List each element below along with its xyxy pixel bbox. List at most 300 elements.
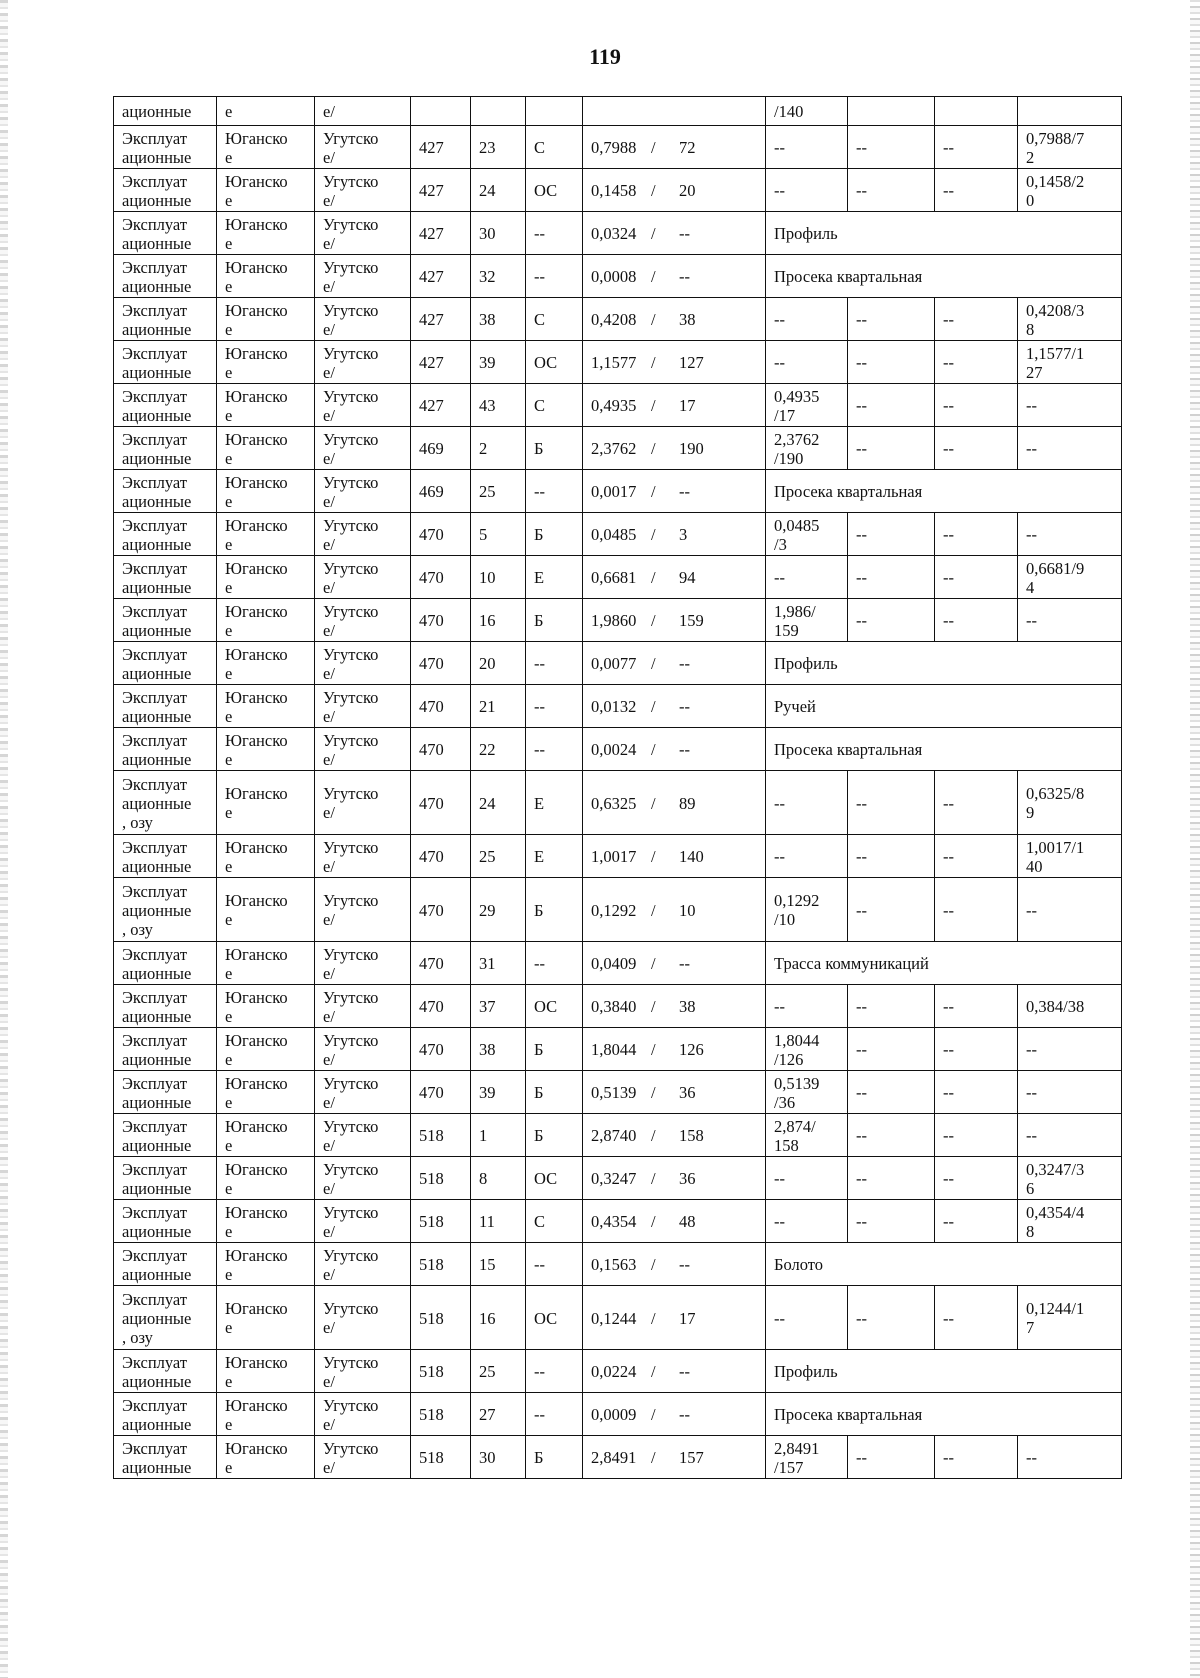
volume-value: -- — [679, 954, 690, 973]
cell-kvartal: 427 — [411, 169, 471, 212]
cell-category: С — [526, 298, 583, 341]
cell-e3: -- — [935, 1028, 1018, 1071]
slash-separator: / — [651, 1040, 656, 1059]
cell-area-volume — [583, 1157, 766, 1200]
cell-e2: -- — [848, 556, 935, 599]
cell-e4: 0,1244/1 7 — [1018, 1286, 1122, 1350]
volume-value: 17 — [679, 1308, 696, 1328]
area-value: 0,6325 — [591, 793, 637, 813]
cell-kvartal: 470 — [411, 556, 471, 599]
table-row — [114, 728, 1122, 771]
page-number: 119 — [589, 44, 621, 69]
cell-kvartal: 470 — [411, 942, 471, 985]
cell-category: Е — [526, 771, 583, 835]
cell-kvartal: 469 — [411, 470, 471, 513]
cell-note: Профиль — [766, 212, 1122, 255]
volume-value: 159 — [679, 611, 704, 630]
slash-separator: / — [651, 611, 656, 630]
cell-area-volume — [583, 427, 766, 470]
cell-purpose: Эксплуат ационные — [114, 427, 217, 470]
cell-area-volume — [583, 384, 766, 427]
cell-area-volume — [583, 835, 766, 878]
cell-district: Угутско е/ — [315, 599, 411, 642]
cell-forestry: Юганско е — [217, 1350, 315, 1393]
cell-kvartal: 470 — [411, 685, 471, 728]
cell-note: Просека квартальная — [766, 1393, 1122, 1436]
area-value: 0,5139 — [591, 1083, 637, 1102]
cell-e3: -- — [935, 556, 1018, 599]
cell-category: Б — [526, 1071, 583, 1114]
volume-value: -- — [679, 740, 690, 759]
cell-e1: -- — [766, 1200, 848, 1243]
area-value: 0,1458 — [591, 181, 637, 200]
volume-value: 3 — [679, 525, 688, 544]
volume-value: -- — [679, 267, 690, 286]
table-row — [114, 556, 1122, 599]
cell-vydel: 15 — [471, 1243, 526, 1286]
area-value: 0,0009 — [591, 1405, 637, 1424]
cell-kvartal: 427 — [411, 341, 471, 384]
cell-e4: -- — [1018, 513, 1122, 556]
slash-separator: / — [651, 1169, 656, 1188]
volume-value: 38 — [679, 997, 696, 1016]
cell-forestry: Юганско е — [217, 513, 315, 556]
cell-purpose: Эксплуат ационные — [114, 1071, 217, 1114]
cell-e4: -- — [1018, 384, 1122, 427]
cell-district: Угутско е/ — [315, 255, 411, 298]
cell-e4: 1,1577/1 27 — [1018, 341, 1122, 384]
cell-kvartal: 469 — [411, 427, 471, 470]
cell-purpose: Эксплуат ационные — [114, 728, 217, 771]
slash-separator: / — [651, 847, 656, 866]
cell-forestry: Юганско е — [217, 212, 315, 255]
area-value: 0,0024 — [591, 740, 637, 759]
cell-e1: 0,4935 /17 — [766, 384, 848, 427]
cell-note: Просека квартальная — [766, 255, 1122, 298]
cell-vydel: 24 — [471, 169, 526, 212]
cell-area-volume — [583, 470, 766, 513]
cell-purpose: Эксплуат ационные — [114, 1436, 217, 1479]
cell-e2: -- — [848, 878, 935, 942]
cell-purpose: Эксплуат ационные — [114, 985, 217, 1028]
cell-kvartal: 427 — [411, 298, 471, 341]
cell-area-volume — [583, 1436, 766, 1479]
cell-forestry: Юганско е — [217, 1028, 315, 1071]
cell-e2: -- — [848, 835, 935, 878]
cell-kvartal: 427 — [411, 255, 471, 298]
slash-separator: / — [651, 793, 656, 813]
cell-vydel: 16 — [471, 1286, 526, 1350]
cell-e1: -- — [766, 126, 848, 169]
slash-separator: / — [651, 224, 656, 243]
cell-forestry: Юганско е — [217, 1200, 315, 1243]
cell-district: Угутско е/ — [315, 1243, 411, 1286]
cell-category: -- — [526, 212, 583, 255]
cell-kvartal: 470 — [411, 835, 471, 878]
table-row — [114, 835, 1122, 878]
table-row — [114, 1157, 1122, 1200]
slash-separator: / — [651, 1448, 656, 1467]
slash-separator: / — [651, 900, 656, 920]
cell-category: Б — [526, 513, 583, 556]
cell-district: Угутско е/ — [315, 298, 411, 341]
cell-purpose: Эксплуат ационные — [114, 835, 217, 878]
cell-district: Угутско е/ — [315, 942, 411, 985]
cell-note: Трасса коммуникаций — [766, 942, 1122, 985]
volume-value: -- — [679, 1405, 690, 1424]
cell-category: Е — [526, 556, 583, 599]
cell-category: ОС — [526, 985, 583, 1028]
cell-area-volume — [583, 169, 766, 212]
cell-purpose: Эксплуат ационные — [114, 298, 217, 341]
table-row — [114, 878, 1122, 942]
cell-vydel: 25 — [471, 835, 526, 878]
area-value: 0,0324 — [591, 224, 637, 243]
cell-e1: 2,3762 /190 — [766, 427, 848, 470]
area-value: 2,3762 — [591, 439, 637, 458]
cell-area-volume — [583, 1114, 766, 1157]
table-row-continued — [114, 97, 1122, 126]
cell-forestry: Юганско е — [217, 771, 315, 835]
table-row — [114, 1028, 1122, 1071]
area-value: 0,3840 — [591, 997, 637, 1016]
cell-e1: 2,8491 /157 — [766, 1436, 848, 1479]
cell-district: е/ — [315, 97, 411, 126]
cell-e4: -- — [1018, 1436, 1122, 1479]
table-row — [114, 1243, 1122, 1286]
table-row — [114, 212, 1122, 255]
area-value: 0,4935 — [591, 396, 637, 415]
cell-e1: -- — [766, 1286, 848, 1350]
slash-separator: / — [651, 482, 656, 501]
cell-note: Просека квартальная — [766, 728, 1122, 771]
cell-e3: -- — [935, 878, 1018, 942]
cell-category: Б — [526, 599, 583, 642]
cell-e4: -- — [1018, 599, 1122, 642]
cell-e3: -- — [935, 835, 1018, 878]
cell-e4: -- — [1018, 427, 1122, 470]
cell-purpose: Эксплуат ационные — [114, 1157, 217, 1200]
cell-forestry: Юганско е — [217, 942, 315, 985]
cell-category: ОС — [526, 169, 583, 212]
cell-e1: 0,5139 /36 — [766, 1071, 848, 1114]
table-row — [114, 1114, 1122, 1157]
table-row — [114, 470, 1122, 513]
area-value: 0,7988 — [591, 138, 637, 157]
volume-value: 140 — [679, 847, 704, 866]
cell-e2: -- — [848, 771, 935, 835]
cell-e4: -- — [1018, 1114, 1122, 1157]
scan-edge-right — [1190, 0, 1200, 1678]
cell-purpose: Эксплуат ационные — [114, 169, 217, 212]
cell-e1: /140 — [766, 97, 848, 126]
cell-kvartal: 518 — [411, 1243, 471, 1286]
cell-e1: -- — [766, 556, 848, 599]
table-row — [114, 126, 1122, 169]
cell-category: Б — [526, 1028, 583, 1071]
cell-purpose: Эксплуат ационные — [114, 384, 217, 427]
cell-vydel — [471, 97, 526, 126]
cell-e4: 0,4354/4 8 — [1018, 1200, 1122, 1243]
volume-value: 158 — [679, 1126, 704, 1145]
cell-category: С — [526, 1200, 583, 1243]
cell-category: -- — [526, 728, 583, 771]
cell-e1: 1,986/ 159 — [766, 599, 848, 642]
area-value: 0,1244 — [591, 1308, 637, 1328]
cell-district: Угутско е/ — [315, 1028, 411, 1071]
cell-e2: -- — [848, 126, 935, 169]
cell-e3 — [935, 97, 1018, 126]
cell-vydel: 30 — [471, 1436, 526, 1479]
cell-category: С — [526, 384, 583, 427]
cell-area-volume — [583, 599, 766, 642]
cell-purpose: Эксплуат ационные , озу — [114, 1286, 217, 1350]
area-value: 0,0224 — [591, 1362, 637, 1381]
slash-separator: / — [651, 1126, 656, 1145]
cell-e4: 0,384/38 — [1018, 985, 1122, 1028]
cell-purpose: Эксплуат ационные — [114, 126, 217, 169]
cell-area-volume — [583, 942, 766, 985]
cell-purpose: Эксплуат ационные , озу — [114, 878, 217, 942]
cell-e3: -- — [935, 1114, 1018, 1157]
cell-area-volume — [583, 255, 766, 298]
table-row — [114, 1286, 1122, 1350]
cell-e1: -- — [766, 298, 848, 341]
cell-forestry: Юганско е — [217, 599, 315, 642]
cell-category: -- — [526, 642, 583, 685]
cell-area-volume — [583, 126, 766, 169]
cell-category: ОС — [526, 1286, 583, 1350]
cell-purpose: Эксплуат ационные — [114, 513, 217, 556]
cell-area-volume — [583, 878, 766, 942]
cell-forestry: Юганско е — [217, 1436, 315, 1479]
cell-e2: -- — [848, 1200, 935, 1243]
cell-district: Угутско е/ — [315, 685, 411, 728]
cell-purpose: Эксплуат ационные — [114, 1114, 217, 1157]
cell-category: -- — [526, 1350, 583, 1393]
slash-separator: / — [651, 1255, 656, 1274]
cell-e2: -- — [848, 513, 935, 556]
table-row — [114, 771, 1122, 835]
slash-separator: / — [651, 654, 656, 673]
cell-category: -- — [526, 1393, 583, 1436]
cell-kvartal: 470 — [411, 771, 471, 835]
cell-e4: -- — [1018, 1028, 1122, 1071]
slash-separator: / — [651, 310, 656, 329]
cell-e3: -- — [935, 985, 1018, 1028]
cell-e3: -- — [935, 1286, 1018, 1350]
volume-value: 157 — [679, 1448, 704, 1467]
area-value: 2,8491 — [591, 1448, 637, 1467]
cell-kvartal: 470 — [411, 728, 471, 771]
cell-vydel: 24 — [471, 771, 526, 835]
slash-separator: / — [651, 568, 656, 587]
cell-vydel: 25 — [471, 1350, 526, 1393]
cell-category: -- — [526, 255, 583, 298]
cell-purpose: Эксплуат ационные — [114, 1200, 217, 1243]
cell-kvartal: 427 — [411, 384, 471, 427]
cell-district: Угутско е/ — [315, 1350, 411, 1393]
cell-category: Б — [526, 427, 583, 470]
cell-forestry: Юганско е — [217, 341, 315, 384]
cell-e2: -- — [848, 341, 935, 384]
cell-forestry: Юганско е — [217, 470, 315, 513]
cell-note: Болото — [766, 1243, 1122, 1286]
volume-value: 127 — [679, 353, 704, 372]
cell-forestry: Юганско е — [217, 1243, 315, 1286]
cell-kvartal: 518 — [411, 1200, 471, 1243]
cell-purpose: Эксплуат ационные — [114, 1028, 217, 1071]
cell-vydel: 32 — [471, 255, 526, 298]
table-row — [114, 427, 1122, 470]
forest-plots-table — [113, 96, 1122, 1479]
volume-value: -- — [679, 224, 690, 243]
cell-e4: -- — [1018, 878, 1122, 942]
cell-district: Угутско е/ — [315, 985, 411, 1028]
table-row — [114, 513, 1122, 556]
cell-district: Угутско е/ — [315, 1393, 411, 1436]
cell-area-volume — [583, 1286, 766, 1350]
cell-kvartal: 470 — [411, 599, 471, 642]
cell-e3: -- — [935, 384, 1018, 427]
cell-vydel: 11 — [471, 1200, 526, 1243]
slash-separator: / — [651, 1405, 656, 1424]
table-row — [114, 1200, 1122, 1243]
cell-forestry: Юганско е — [217, 1157, 315, 1200]
cell-e3: -- — [935, 1071, 1018, 1114]
cell-district: Угутско е/ — [315, 1436, 411, 1479]
cell-e3: -- — [935, 169, 1018, 212]
area-value: 0,0008 — [591, 267, 637, 286]
cell-category: Е — [526, 835, 583, 878]
area-value: 0,3247 — [591, 1169, 637, 1188]
volume-value: 20 — [679, 181, 696, 200]
slash-separator: / — [651, 396, 656, 415]
cell-district: Угутско е/ — [315, 1071, 411, 1114]
area-value: 1,0017 — [591, 847, 637, 866]
cell-e3: -- — [935, 1200, 1018, 1243]
cell-e1: -- — [766, 341, 848, 384]
cell-category: Б — [526, 878, 583, 942]
cell-e2: -- — [848, 1436, 935, 1479]
cell-forestry: Юганско е — [217, 1393, 315, 1436]
cell-e3: -- — [935, 1157, 1018, 1200]
cell-kvartal: 518 — [411, 1393, 471, 1436]
volume-value: 190 — [679, 439, 704, 458]
cell-vydel: 43 — [471, 384, 526, 427]
cell-district: Угутско е/ — [315, 1200, 411, 1243]
volume-value: 36 — [679, 1169, 696, 1188]
table-row — [114, 942, 1122, 985]
cell-category: ОС — [526, 341, 583, 384]
slash-separator: / — [651, 525, 656, 544]
area-value: 1,1577 — [591, 353, 637, 372]
cell-vydel: 29 — [471, 878, 526, 942]
cell-vydel: 25 — [471, 470, 526, 513]
cell-kvartal: 470 — [411, 642, 471, 685]
slash-separator: / — [651, 353, 656, 372]
cell-vydel: 10 — [471, 556, 526, 599]
area-value: 1,9860 — [591, 611, 637, 630]
volume-value: 10 — [679, 900, 696, 920]
cell-vydel: 5 — [471, 513, 526, 556]
cell-vydel: 8 — [471, 1157, 526, 1200]
cell-e2: -- — [848, 985, 935, 1028]
cell-forestry: Юганско е — [217, 556, 315, 599]
cell-forestry: Юганско е — [217, 169, 315, 212]
cell-category: Б — [526, 1436, 583, 1479]
cell-vydel: 38 — [471, 1028, 526, 1071]
slash-separator: / — [651, 1083, 656, 1102]
volume-value: -- — [679, 482, 690, 501]
cell-purpose: Эксплуат ационные — [114, 1243, 217, 1286]
cell-district: Угутско е/ — [315, 1157, 411, 1200]
cell-e1: 2,874/ 158 — [766, 1114, 848, 1157]
area-value: 0,1563 — [591, 1255, 637, 1274]
table-row — [114, 985, 1122, 1028]
volume-value: 89 — [679, 793, 696, 813]
cell-e1: -- — [766, 985, 848, 1028]
cell-vydel: 31 — [471, 942, 526, 985]
cell-area-volume — [583, 1071, 766, 1114]
cell-district: Угутско е/ — [315, 169, 411, 212]
cell-vydel: 2 — [471, 427, 526, 470]
cell-e1: 0,1292 /10 — [766, 878, 848, 942]
cell-district: Угутско е/ — [315, 556, 411, 599]
cell-e2: -- — [848, 1286, 935, 1350]
cell-e2: -- — [848, 384, 935, 427]
cell-e4: 0,6681/9 4 — [1018, 556, 1122, 599]
cell-forestry: Юганско е — [217, 835, 315, 878]
cell-e1: -- — [766, 771, 848, 835]
cell-e2: -- — [848, 1157, 935, 1200]
cell-e4: 0,1458/2 0 — [1018, 169, 1122, 212]
cell-district: Угутско е/ — [315, 513, 411, 556]
area-value: 2,8740 — [591, 1126, 637, 1145]
cell-area-volume — [583, 97, 766, 126]
cell-forestry: е — [217, 97, 315, 126]
table-row — [114, 255, 1122, 298]
cell-e1: 1,8044 /126 — [766, 1028, 848, 1071]
cell-district: Угутско е/ — [315, 771, 411, 835]
cell-purpose: Эксплуат ационные , озу — [114, 771, 217, 835]
area-value: 0,0132 — [591, 697, 637, 716]
cell-kvartal: 518 — [411, 1286, 471, 1350]
cell-kvartal: 427 — [411, 126, 471, 169]
area-value: 0,0077 — [591, 654, 637, 673]
table-row — [114, 384, 1122, 427]
cell-purpose: Эксплуат ационные — [114, 1350, 217, 1393]
cell-e1: -- — [766, 1157, 848, 1200]
cell-category: С — [526, 126, 583, 169]
cell-forestry: Юганско е — [217, 685, 315, 728]
cell-area-volume — [583, 1200, 766, 1243]
cell-vydel: 1 — [471, 1114, 526, 1157]
slash-separator: / — [651, 181, 656, 200]
cell-area-volume — [583, 1028, 766, 1071]
cell-note: Просека квартальная — [766, 470, 1122, 513]
cell-e2: -- — [848, 1114, 935, 1157]
cell-category — [526, 97, 583, 126]
cell-kvartal: 470 — [411, 985, 471, 1028]
cell-note: Профиль — [766, 1350, 1122, 1393]
slash-separator: / — [651, 1212, 656, 1231]
cell-district: Угутско е/ — [315, 470, 411, 513]
cell-district: Угутско е/ — [315, 212, 411, 255]
cell-vydel: 22 — [471, 728, 526, 771]
cell-district: Угутско е/ — [315, 835, 411, 878]
cell-e1: 0,0485 /3 — [766, 513, 848, 556]
